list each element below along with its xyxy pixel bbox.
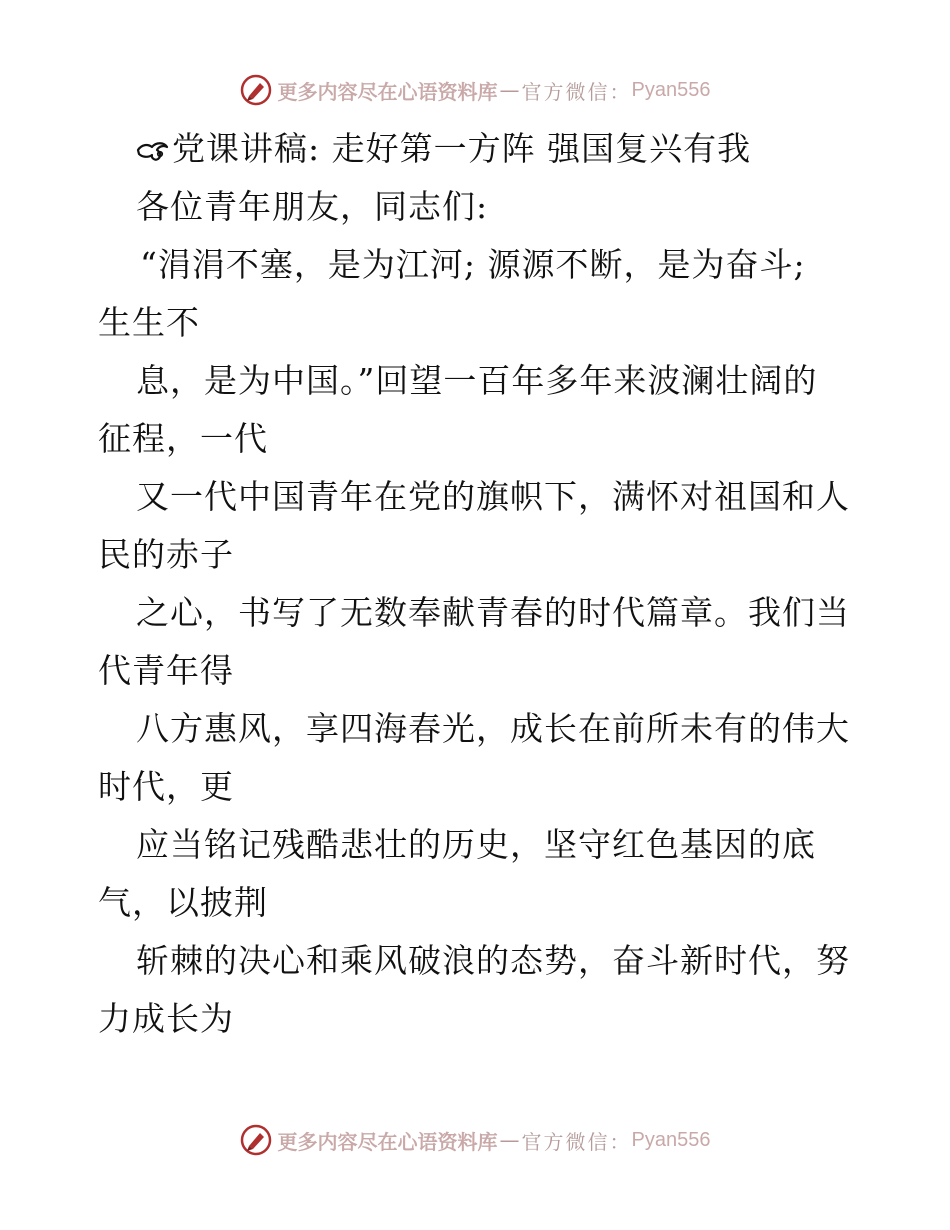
watermark-wechat-id: Pyan556 (631, 78, 711, 101)
paragraph-line: 斩棘的决心和乘风破浪的态势，奋斗新时代，努 (136, 941, 850, 980)
paragraph-line: 息，是为中国。”回望一百年多年来波澜壮阔的 (136, 361, 818, 400)
paragraph-line: 征程，一代 (98, 419, 268, 458)
watermark-text: 更多内容尽在心语资料库 (277, 79, 498, 104)
pen-nib-logo-icon (240, 1124, 272, 1156)
greeting: 各位青年朋友，同志们: (136, 187, 489, 226)
document-title (98, 120, 858, 178)
paragraph-line: 又一代中国青年在党的旗帜下，满怀对祖国和人 (136, 477, 850, 516)
watermark-official-label: 官方微信： (521, 1129, 632, 1154)
watermark-text: 更多内容尽在心语资料库 (277, 1129, 498, 1154)
document-body (98, 120, 858, 1048)
pen-nib-logo-icon (240, 74, 272, 106)
paragraph-line: 应当铭记残酷悲壮的历史，坚守红色基因的底 (136, 825, 816, 864)
header-watermark (0, 70, 950, 110)
watermark-dash: — (499, 78, 520, 102)
footer-watermark (0, 1120, 950, 1160)
hand-pointing-icon (136, 134, 170, 164)
paragraph-line: 之心，书写了无数奉献青春的时代篇章。我们当 (136, 593, 850, 632)
watermark-wechat-id: Pyan556 (631, 1128, 711, 1151)
paragraph-line: 八方惠风，享四海春光，成长在前所未有的伟大 (136, 709, 850, 748)
paragraph-line: 生生不 (98, 303, 200, 342)
paragraph-line: 气，以披荆 (98, 883, 268, 922)
paragraph-line: 力成长为 (98, 999, 234, 1038)
paragraph-line: 时代，更 (98, 767, 234, 806)
watermark-dash: — (499, 1128, 520, 1152)
paragraph-line: “涓涓不塞，是为江河; 源源不断，是为奋斗; (140, 245, 806, 284)
document-title-text: 党课讲稿: 走好第一方阵 强国复兴有我 (172, 129, 752, 168)
paragraph-line: 代青年得 (98, 651, 234, 690)
watermark-official-label: 官方微信： (521, 79, 632, 104)
paragraph-line: 民的赤子 (98, 535, 234, 574)
